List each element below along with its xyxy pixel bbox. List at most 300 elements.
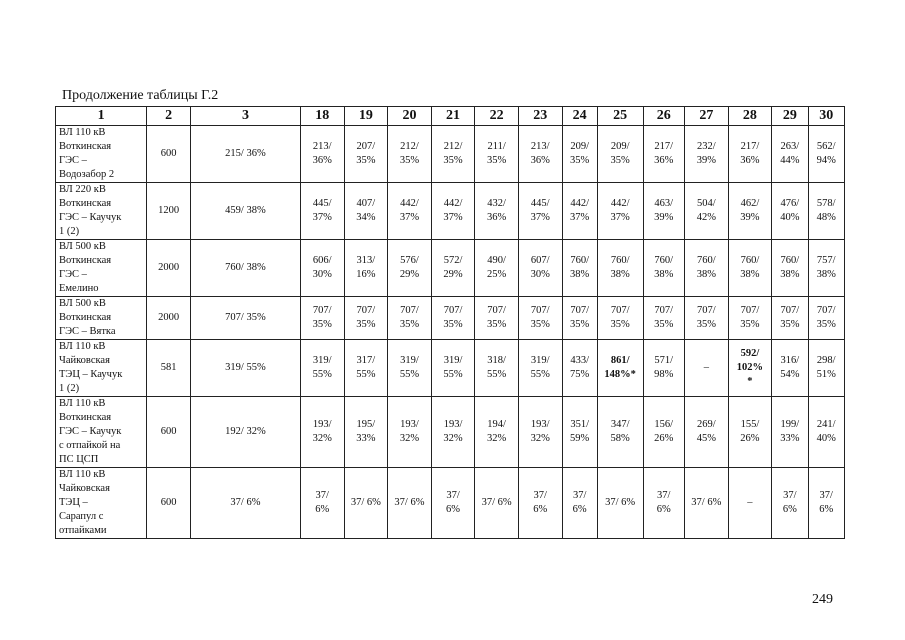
value-text: 37/ <box>446 490 460 501</box>
value-text: 442/ <box>400 198 419 209</box>
value-text: 39% <box>740 212 760 223</box>
value-text: 37/ <box>533 490 547 501</box>
column-header: 2 <box>147 107 191 126</box>
value-text: 298/ <box>816 355 836 366</box>
table-row <box>56 397 845 468</box>
value-text: 94% <box>816 155 836 166</box>
value-cell <box>518 340 562 397</box>
value-text: 37/ 6% <box>394 497 425 508</box>
value-text: 98% <box>654 369 674 380</box>
value-text: 760/ <box>570 255 590 266</box>
value-text: 35% <box>356 319 376 330</box>
value-cell <box>643 397 685 468</box>
value-cell <box>728 297 772 340</box>
value-text: 35% <box>443 155 463 166</box>
value-text: 55% <box>356 369 376 380</box>
line-name-text: ГЭС – Вятка <box>59 326 116 337</box>
column-header: 19 <box>344 107 388 126</box>
value-text: 319/ <box>530 355 550 366</box>
line-name-text: ВЛ 110 кВ <box>59 341 106 352</box>
value-cell <box>728 183 772 240</box>
value-text: 562/ <box>816 141 836 152</box>
value-text: 578/ <box>816 198 836 209</box>
value-cell <box>808 340 844 397</box>
value-text: 35% <box>654 319 674 330</box>
value-text: 606/ <box>312 255 332 266</box>
value-text: 35% <box>443 319 463 330</box>
value-text: 442/ <box>610 198 630 209</box>
value-cell <box>597 397 643 468</box>
value-text: 6% <box>315 504 330 515</box>
base-load-cell: 37/ 6% <box>190 468 300 539</box>
value-cell <box>685 397 729 468</box>
value-text: 37/ <box>657 490 671 501</box>
value-cell <box>728 340 772 397</box>
column-header: 29 <box>772 107 808 126</box>
value-text: 44% <box>780 155 800 166</box>
value-text: 35% <box>816 319 836 330</box>
base-load-cell: 319/ 55% <box>190 340 300 397</box>
value-cell <box>388 183 432 240</box>
line-name-text: ТЭЦ – <box>59 497 88 508</box>
value-cell <box>475 126 519 183</box>
line-name-cell <box>56 397 147 468</box>
column-header: 3 <box>190 107 300 126</box>
value-text: 213/ <box>312 141 332 152</box>
value-cell <box>300 397 344 468</box>
value-text: 707/ <box>487 305 506 316</box>
value-text: 37/ <box>783 490 797 501</box>
value-cell <box>388 240 432 297</box>
value-text: 36% <box>487 212 507 223</box>
value-cell <box>597 297 643 340</box>
value-text: 212/ <box>443 141 463 152</box>
value-text: * <box>747 376 753 387</box>
value-text: 29% <box>443 269 463 280</box>
line-name-text: Чайковская <box>59 355 110 366</box>
value-text: 6% <box>782 504 797 515</box>
header-row <box>56 107 845 126</box>
line-name-text: с отпайкой на <box>59 440 121 451</box>
line-name-text: ГЭС – <box>59 269 87 280</box>
value-text: 571/ <box>654 355 674 366</box>
value-text: 209/ <box>570 141 590 152</box>
value-text: 40% <box>816 433 836 444</box>
value-text: 55% <box>530 369 550 380</box>
value-text: 442/ <box>443 198 463 209</box>
value-cell <box>685 340 729 397</box>
value-text: 707/ <box>570 305 590 316</box>
value-text: 476/ <box>780 198 800 209</box>
value-text: 35% <box>312 319 332 330</box>
value-text: 232/ <box>696 141 716 152</box>
value-cell <box>808 183 844 240</box>
value-text: 35% <box>399 155 420 166</box>
value-text: 32% <box>443 433 463 444</box>
line-name-cell <box>56 340 147 397</box>
table-body <box>56 126 845 539</box>
value-text: 347/ <box>610 419 630 430</box>
value-text: – <box>703 362 709 373</box>
column-header: 30 <box>808 107 844 126</box>
value-cell <box>728 126 772 183</box>
base-load-cell: 459/ 38% <box>190 183 300 240</box>
value-cell <box>597 468 643 539</box>
value-text: 6% <box>656 504 671 515</box>
value-cell <box>728 240 772 297</box>
line-name-text: Воткинская <box>59 312 112 323</box>
value-cell <box>808 297 844 340</box>
value-cell <box>518 240 562 297</box>
line-name-cell <box>56 297 147 340</box>
value-text: 37/ 6% <box>350 497 381 508</box>
value-text: 707/ <box>740 305 760 316</box>
value-cell <box>685 126 729 183</box>
value-text: 193/ <box>530 419 550 430</box>
value-cell <box>518 126 562 183</box>
column-header: 24 <box>562 107 597 126</box>
value-cell <box>772 468 808 539</box>
value-text: 58% <box>610 433 630 444</box>
value-text: 432/ <box>487 198 506 209</box>
value-text: 37/ 6% <box>481 497 512 508</box>
value-cell <box>344 340 388 397</box>
column-header: 28 <box>728 107 772 126</box>
value-text: 37/ <box>315 490 329 501</box>
value-cell <box>300 183 344 240</box>
line-name-text: ГЭС – Каучук <box>59 212 122 223</box>
value-text: 241/ <box>816 419 836 430</box>
value-cell <box>772 126 808 183</box>
capacity-cell: 600 <box>147 126 191 183</box>
value-text: 707/ <box>530 305 550 316</box>
value-text: 213/ <box>530 141 550 152</box>
value-cell <box>388 340 432 397</box>
value-text: 194/ <box>487 419 506 430</box>
value-text: 32% <box>312 433 332 444</box>
capacity-cell: 581 <box>147 340 191 397</box>
value-text: 39% <box>696 155 716 166</box>
value-text: 193/ <box>443 419 463 430</box>
line-name-text: Чайковская <box>59 483 110 494</box>
value-text: 351/ <box>570 419 590 430</box>
base-load-cell: 760/ 38% <box>190 240 300 297</box>
line-name-cell <box>56 240 147 297</box>
value-text: 35% <box>610 319 630 330</box>
value-text: 35% <box>610 155 630 166</box>
value-text: 217/ <box>740 141 760 152</box>
value-text: 35% <box>570 319 590 330</box>
value-text: 37% <box>443 212 463 223</box>
value-text: 26% <box>654 433 674 444</box>
value-text: 148%* <box>604 369 636 380</box>
value-text: 156/ <box>654 419 674 430</box>
value-cell <box>388 397 432 468</box>
value-text: 37/ <box>819 490 833 501</box>
value-text: 313/ <box>356 255 376 266</box>
value-text: 51% <box>816 369 836 380</box>
value-text: 37% <box>570 212 590 223</box>
value-cell <box>643 468 685 539</box>
value-text: 33% <box>780 433 800 444</box>
line-name-text: Воткинская <box>59 198 112 209</box>
value-text: 55% <box>487 369 507 380</box>
table-row <box>56 468 845 539</box>
value-cell <box>388 297 432 340</box>
table-caption: Продолжение таблицы Г.2 <box>62 88 219 103</box>
value-cell <box>344 183 388 240</box>
value-text: 38% <box>696 269 716 280</box>
value-text: 707/ <box>356 305 376 316</box>
line-name-text: ГЭС – <box>59 155 87 166</box>
table-row <box>56 240 845 297</box>
value-text: 760/ <box>740 255 760 266</box>
value-text: 211/ <box>487 141 506 152</box>
value-text: 37% <box>312 212 332 223</box>
page-number: 249 <box>812 592 833 607</box>
value-text: 193/ <box>312 419 332 430</box>
line-name-text: ГЭС – Каучук <box>59 426 122 437</box>
table-row <box>56 183 845 240</box>
value-cell <box>300 240 344 297</box>
column-header: 20 <box>388 107 432 126</box>
line-name-text: Воткинская <box>59 412 112 423</box>
value-cell <box>808 397 844 468</box>
capacity-cell: 600 <box>147 468 191 539</box>
value-text: 38% <box>610 269 630 280</box>
value-text: 195/ <box>356 419 376 430</box>
line-name-text: 1 (2) <box>59 383 80 394</box>
data-table <box>55 106 845 539</box>
value-text: 6% <box>572 504 587 515</box>
value-text: 319/ <box>312 355 332 366</box>
line-name-text: ВЛ 500 кВ <box>59 241 106 252</box>
value-text: 861/ <box>610 355 630 366</box>
value-text: 33% <box>356 433 376 444</box>
value-cell <box>431 340 475 397</box>
value-text: 37% <box>610 212 630 223</box>
value-cell <box>808 240 844 297</box>
line-name-cell <box>56 126 147 183</box>
line-name-text: Водозабор 2 <box>59 169 115 180</box>
value-text: 102% <box>736 362 764 373</box>
value-text: 32% <box>399 433 420 444</box>
value-cell <box>475 468 519 539</box>
value-cell <box>562 240 597 297</box>
base-load-cell: 192/ 32% <box>190 397 300 468</box>
value-text: 37/ 6% <box>691 497 722 508</box>
value-text: 263/ <box>780 141 800 152</box>
value-text: 760/ <box>654 255 674 266</box>
value-text: 32% <box>530 433 550 444</box>
value-cell <box>475 297 519 340</box>
line-name-text: Воткинская <box>59 255 112 266</box>
value-text: 75% <box>570 369 590 380</box>
value-text: 707/ <box>443 305 463 316</box>
column-header: 21 <box>431 107 475 126</box>
line-name-text: отпайками <box>59 525 107 536</box>
value-cell <box>344 240 388 297</box>
value-text: 319/ <box>400 355 419 366</box>
value-cell <box>431 397 475 468</box>
value-cell <box>772 340 808 397</box>
value-text: 38% <box>740 269 760 280</box>
value-cell <box>475 240 519 297</box>
value-cell <box>431 183 475 240</box>
value-cell <box>518 397 562 468</box>
value-cell <box>300 468 344 539</box>
value-text: 55% <box>312 369 332 380</box>
value-text: 572/ <box>443 255 463 266</box>
value-cell <box>562 183 597 240</box>
column-header: 27 <box>685 107 729 126</box>
value-cell <box>643 340 685 397</box>
value-text: 433/ <box>570 355 590 366</box>
value-text: 6% <box>533 504 548 515</box>
value-text: 39% <box>654 212 674 223</box>
value-cell <box>518 468 562 539</box>
value-cell <box>431 297 475 340</box>
value-text: 760/ <box>780 255 800 266</box>
value-text: 6% <box>446 504 461 515</box>
value-cell <box>300 126 344 183</box>
table-row <box>56 297 845 340</box>
value-text: 442/ <box>570 198 590 209</box>
value-text: 35% <box>780 319 800 330</box>
value-text: 199/ <box>780 419 800 430</box>
value-cell <box>344 468 388 539</box>
value-text: 30% <box>530 269 550 280</box>
value-cell <box>475 397 519 468</box>
value-text: 463/ <box>654 198 674 209</box>
value-text: 38% <box>816 269 836 280</box>
value-text: 707/ <box>312 305 332 316</box>
value-text: 35% <box>356 155 376 166</box>
value-cell <box>562 126 597 183</box>
value-text: – <box>747 497 753 508</box>
value-text: 707/ <box>696 305 716 316</box>
value-text: 707/ <box>610 305 630 316</box>
value-cell <box>643 183 685 240</box>
value-text: 760/ <box>610 255 630 266</box>
value-cell <box>431 126 475 183</box>
column-header: 25 <box>597 107 643 126</box>
value-cell <box>518 183 562 240</box>
value-cell <box>431 468 475 539</box>
value-cell <box>518 297 562 340</box>
column-header: 23 <box>518 107 562 126</box>
line-name-cell <box>56 468 147 539</box>
value-cell <box>685 240 729 297</box>
value-text: 54% <box>780 369 800 380</box>
column-header: 1 <box>56 107 147 126</box>
value-text: 32% <box>487 433 507 444</box>
value-cell <box>597 240 643 297</box>
value-text: 445/ <box>530 198 550 209</box>
value-cell <box>344 126 388 183</box>
value-text: 25% <box>487 269 507 280</box>
value-text: 462/ <box>740 198 760 209</box>
value-text: 35% <box>740 319 760 330</box>
value-text: 35% <box>487 155 507 166</box>
value-cell <box>685 468 729 539</box>
value-text: 59% <box>570 433 590 444</box>
value-text: 29% <box>399 269 420 280</box>
value-cell <box>562 397 597 468</box>
value-text: 269/ <box>696 419 716 430</box>
value-cell <box>562 340 597 397</box>
value-text: 317/ <box>356 355 376 366</box>
value-cell <box>728 397 772 468</box>
value-text: 707/ <box>816 305 836 316</box>
value-text: 607/ <box>530 255 550 266</box>
line-name-text: ВЛ 110 кВ <box>59 127 106 138</box>
capacity-cell: 600 <box>147 397 191 468</box>
value-cell <box>300 297 344 340</box>
value-cell <box>772 397 808 468</box>
value-text: 318/ <box>487 355 506 366</box>
value-cell <box>597 340 643 397</box>
value-cell <box>300 340 344 397</box>
line-name-text: Воткинская <box>59 141 112 152</box>
value-cell <box>344 397 388 468</box>
value-text: 40% <box>780 212 800 223</box>
value-text: 445/ <box>312 198 332 209</box>
value-text: 757/ <box>816 255 836 266</box>
value-text: 34% <box>356 212 376 223</box>
value-text: 38% <box>570 269 590 280</box>
value-cell <box>388 126 432 183</box>
value-text: 36% <box>530 155 550 166</box>
value-text: 42% <box>696 212 716 223</box>
value-cell <box>643 240 685 297</box>
value-text: 48% <box>816 212 836 223</box>
line-name-text: ВЛ 110 кВ <box>59 469 106 480</box>
value-text: 55% <box>443 369 463 380</box>
value-text: 37/ 6% <box>605 497 636 508</box>
value-text: 155/ <box>740 419 760 430</box>
value-cell <box>562 297 597 340</box>
value-cell <box>643 126 685 183</box>
value-text: 16% <box>356 269 376 280</box>
value-cell <box>475 183 519 240</box>
value-text: 217/ <box>654 141 674 152</box>
value-text: 37% <box>530 212 550 223</box>
value-text: 35% <box>399 319 420 330</box>
value-text: 36% <box>740 155 760 166</box>
value-text: 36% <box>312 155 332 166</box>
value-cell <box>808 126 844 183</box>
line-name-text: ТЭЦ – Каучук <box>59 369 123 380</box>
value-text: 35% <box>530 319 550 330</box>
base-load-cell: 215/ 36% <box>190 126 300 183</box>
value-cell <box>772 240 808 297</box>
line-name-text: ПС ЦСП <box>59 454 99 465</box>
value-cell <box>431 240 475 297</box>
value-cell <box>597 126 643 183</box>
column-header: 22 <box>475 107 519 126</box>
value-text: 55% <box>399 369 420 380</box>
value-text: 504/ <box>696 198 716 209</box>
table-row <box>56 340 845 397</box>
value-cell <box>728 468 772 539</box>
value-text: 37% <box>399 212 420 223</box>
value-text: 490/ <box>487 255 506 266</box>
value-text: 407/ <box>356 198 376 209</box>
value-text: 316/ <box>780 355 800 366</box>
value-cell <box>808 468 844 539</box>
value-text: 207/ <box>356 141 376 152</box>
